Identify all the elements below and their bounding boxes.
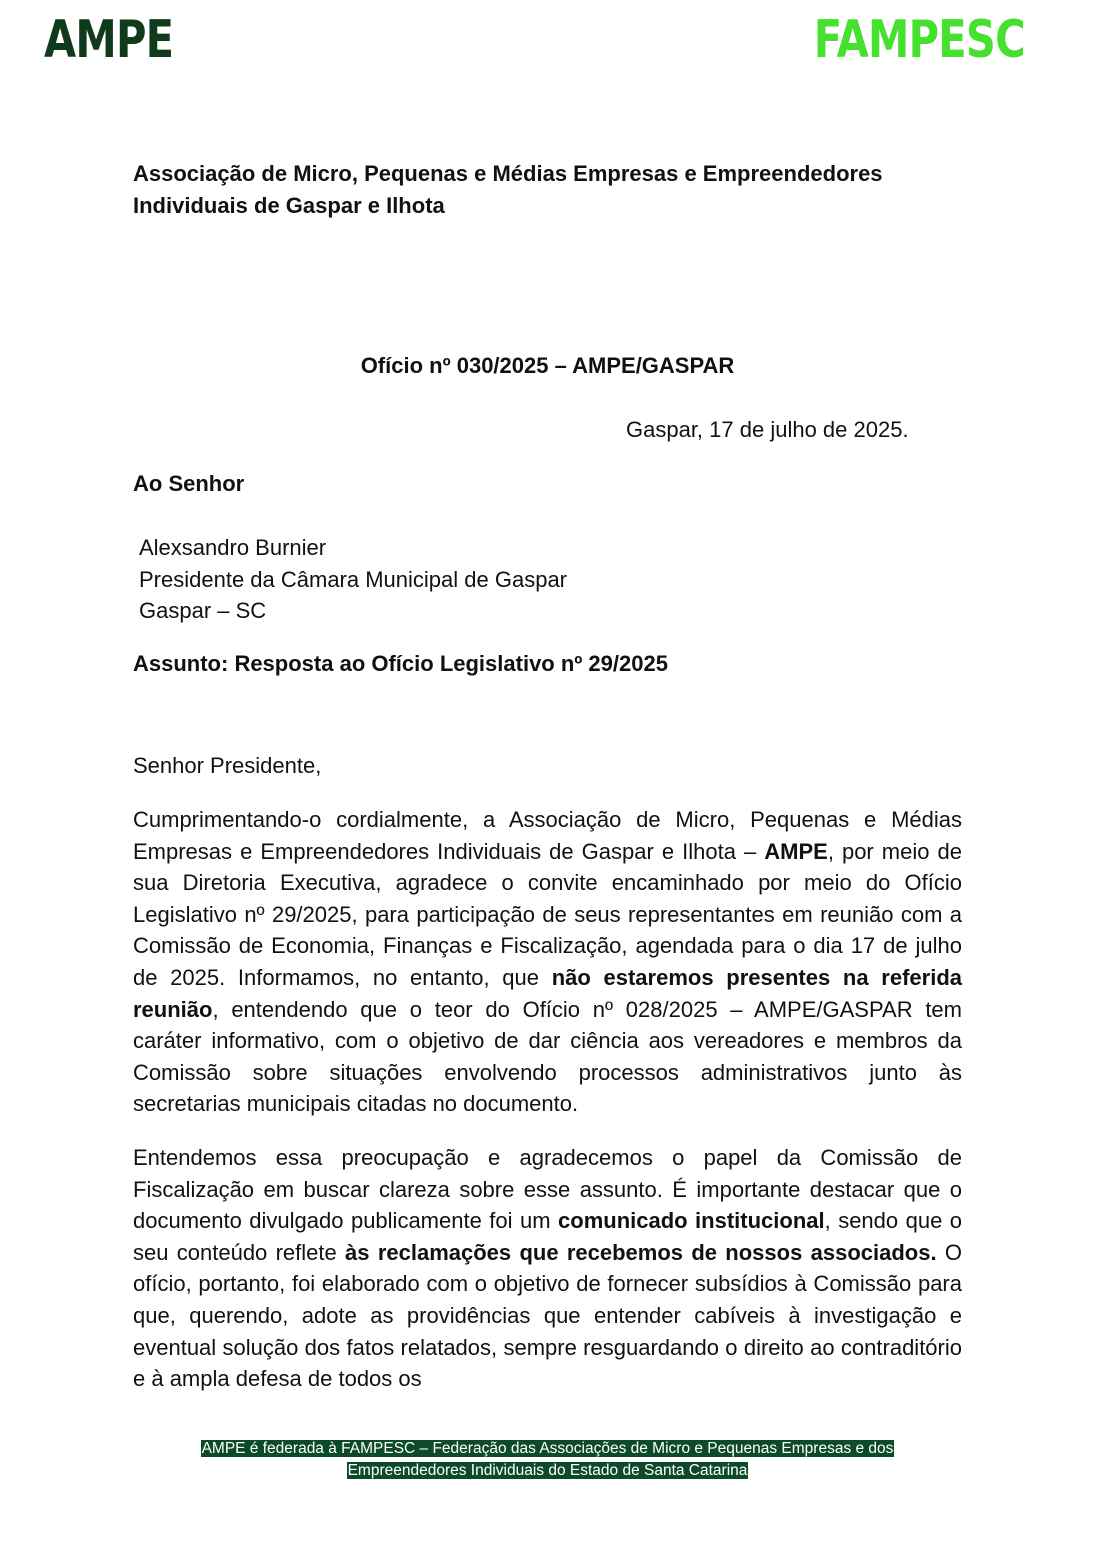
paragraph-2-bold-1: comunicado institucional bbox=[558, 1208, 825, 1234]
paragraph-1-bold-1: AMPE bbox=[764, 838, 828, 864]
footer bbox=[0, 1438, 1095, 1482]
paragraph-1-text-3: , entendendo que o teor do Ofício nº 028/2025 – AMPE/GASPAR tem caráter informativo, com o objetivo de dar ciência aos vereadores e membros da Comissão sobre situações envolvendo processos administrativos junto às secretarias municipais citadas no documento. bbox=[133, 996, 962, 1117]
oficio-title: Ofício nº 030/2025 – AMPE/GASPAR bbox=[360, 353, 735, 378]
paragraph-2-text-2: , sendo que o seu conteúdo reflete bbox=[133, 1208, 963, 1265]
recipient-location: Gaspar – SC bbox=[139, 598, 267, 623]
organization-title-line-2: Individuais de Gaspar e Ilhota bbox=[133, 193, 445, 218]
body-paragraph-1 bbox=[133, 804, 962, 1120]
recipient-name: Alexsandro Burnier bbox=[139, 535, 327, 560]
date-line: Gaspar, 17 de julho de 2025. bbox=[626, 417, 909, 442]
paragraph-2-text-3: O ofício, portanto, foi elaborado com o objetivo de fornecer subsídios à Comissão para que, querendo, adote as providências que entender cabíveis à investigação e eventual solução dos fatos relatados, sempre resguardando o direito ao contraditório e à ampla defesa de todos os bbox=[133, 1239, 962, 1392]
recipient-block bbox=[139, 532, 567, 627]
footer-line-2: Empreendedores Individuais do Estado de Santa Catarina bbox=[347, 1462, 748, 1479]
subject-line: Assunto: Resposta ao Ofício Legislativo nº 29/2025 bbox=[133, 651, 668, 676]
salutation: Ao Senhor bbox=[133, 471, 245, 496]
organization-title-line-1: Associação de Micro, Pequenas e Médias Empresas e Empreendedores bbox=[133, 161, 883, 186]
paragraph-2-text-1: Entendemos essa preocupação e agradecemos o papel da Comissão de Fiscalização em buscar clareza sobre esse assunto. É importante destacar que o documento divulgado publicamente foi um bbox=[133, 1145, 962, 1234]
fampesc-logo: FAMPESC bbox=[813, 10, 1025, 70]
greeting: Senhor Presidente, bbox=[133, 753, 322, 778]
footer-line-1: AMPE é federada à FAMPESC – Federação das Associações de Micro e Pequenas Empresas e dos bbox=[201, 1440, 894, 1457]
paragraph-2-bold-2: às reclamações que recebemos de nossos associados. bbox=[345, 1239, 937, 1265]
recipient-role: Presidente da Câmara Municipal de Gaspar bbox=[139, 566, 568, 592]
paragraph-1-text-2: , por meio de sua Diretoria Executiva, agradece o convite encaminhado por meio do Ofício Legislativo nº 29/2025, para participação de seus representantes em reunião com a Comissão de Economia, Finanças e Fiscalização, agendada para o dia 17 de julho de 2025. Informamos, no entanto, que bbox=[133, 838, 962, 990]
organization-title bbox=[133, 158, 973, 222]
paragraph-1-bold-2: não estaremos presentes na referida reunião bbox=[133, 964, 962, 1022]
paragraph-1-text-1: Cumprimentando-o cordialmente, a Associação de Micro, Pequenas e Médias Empresas e Empreendedores Individuais de Gaspar e Ilhota – bbox=[133, 807, 962, 864]
ampe-logo: AMPE bbox=[44, 10, 174, 70]
body-paragraph-2 bbox=[133, 1142, 962, 1395]
